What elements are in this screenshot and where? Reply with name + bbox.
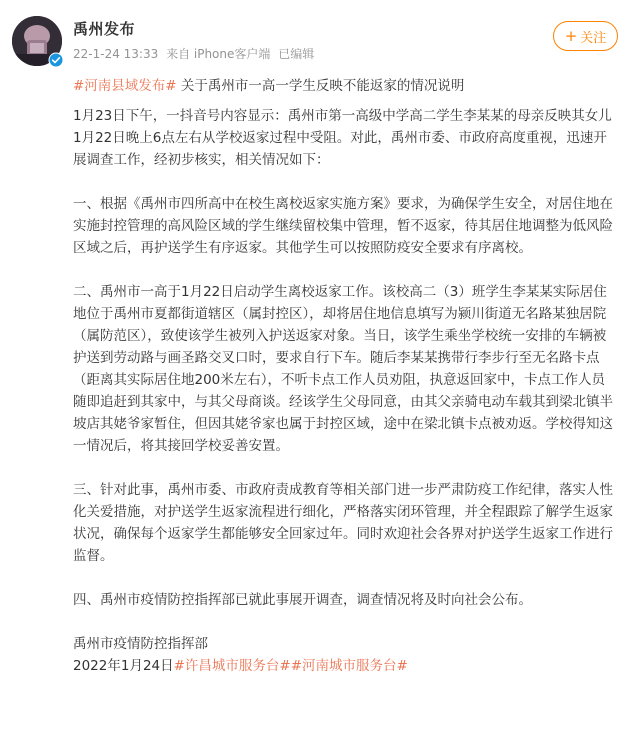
- paragraph-intro: 1月23日下午，一抖音号内容显示：禹州市第一高级中学高二学生李某某的母亲反映其女儿1月22日晚上6点左右从学校返家过程中受阻。对此，禹州市委、市政府高度重视，迅速开展调查工作，经初步核实，相关情况如下：: [73, 108, 612, 168]
- post-title-text: 关于禹州市一高一学生反映不能返家的情况说明: [176, 78, 465, 94]
- paragraph-three: 三、针对此事，禹州市委、市政府责成教育等相关部门进一步严肃防疫工作纪律，落实人性化关爱措施，对护送学生返家流程进行细化，严格落实闭环管理，并全程跟踪了解学生返家状况，确保每个返家学生都能够安全回家过年。同时欢迎社会各界对护送学生返家工作进行监督。: [73, 482, 613, 564]
- post-date: 2022年1月24日: [73, 658, 174, 674]
- author-name[interactable]: 禹州发布: [73, 20, 136, 38]
- follow-button-label: 关注: [580, 30, 607, 46]
- hashtag-link[interactable]: #河南城市服务台#: [290, 658, 408, 674]
- follow-button[interactable]: [553, 21, 618, 51]
- paragraph-two: 二、禹州市一高于1月22日启动学生离校返家工作。该校高二（3）班学生李某某实际居住地位于禹州市夏都街道辖区（属封控区），却将居住地信息填写为颍川街道无名路某独居院（属防范区），致使该学生被列入护送返家对象。当日，该学生乘坐学校统一安排的车辆被护送到劳动路与画圣路交叉口时，要求自行下车。随后李某某携带行李步行至无名路卡点（距离其实际居住地200米左右），不听卡点工作人员劝阻，执意返回家中，卡点工作人员随即追赶到其家中，与其父母商谈。经该学生父母同意，由其父亲骑电动车载其到梁北镇半坡店其姥爷家暂住，但因其姥爷家也属于封控区域，途中在梁北镇卡点被劝返。学校得知这一情况后，将其接回学校妥善安置。: [73, 284, 613, 454]
- post-meta: [73, 45, 318, 62]
- date-line: [73, 655, 613, 677]
- post-body: [73, 105, 613, 677]
- hashtag-link[interactable]: #许昌城市服务台#: [173, 658, 291, 674]
- avatar[interactable]: [12, 16, 62, 66]
- post-timestamp[interactable]: 22-1-24 13:33: [73, 47, 159, 61]
- post-header: [12, 12, 612, 70]
- post-edited-label[interactable]: 已编辑: [278, 47, 315, 61]
- post-source: 来自 iPhone客户端: [166, 47, 271, 61]
- hashtag-link[interactable]: #河南县域发布#: [73, 78, 177, 94]
- paragraph-one: 一、根据《禹州市四所高中在校生离校返家实施方案》要求，为确保学生安全，对居住地在实施封控管理的高风险区域的学生继续留校集中管理，暂不返家，待其居住地调整为低风险区域之后，再护送学生有序返家。其他学生可以按照防疫安全要求有序离校。: [73, 196, 613, 256]
- post-title: [73, 74, 464, 94]
- signature: 禹州市疫情防控指挥部: [73, 636, 208, 652]
- paragraph-four: 四、禹州市疫情防控指挥部已就此事展开调查，调查情况将及时向社会公布。: [73, 592, 532, 608]
- verified-badge-icon: [48, 52, 64, 68]
- plus-icon: +: [564, 26, 578, 45]
